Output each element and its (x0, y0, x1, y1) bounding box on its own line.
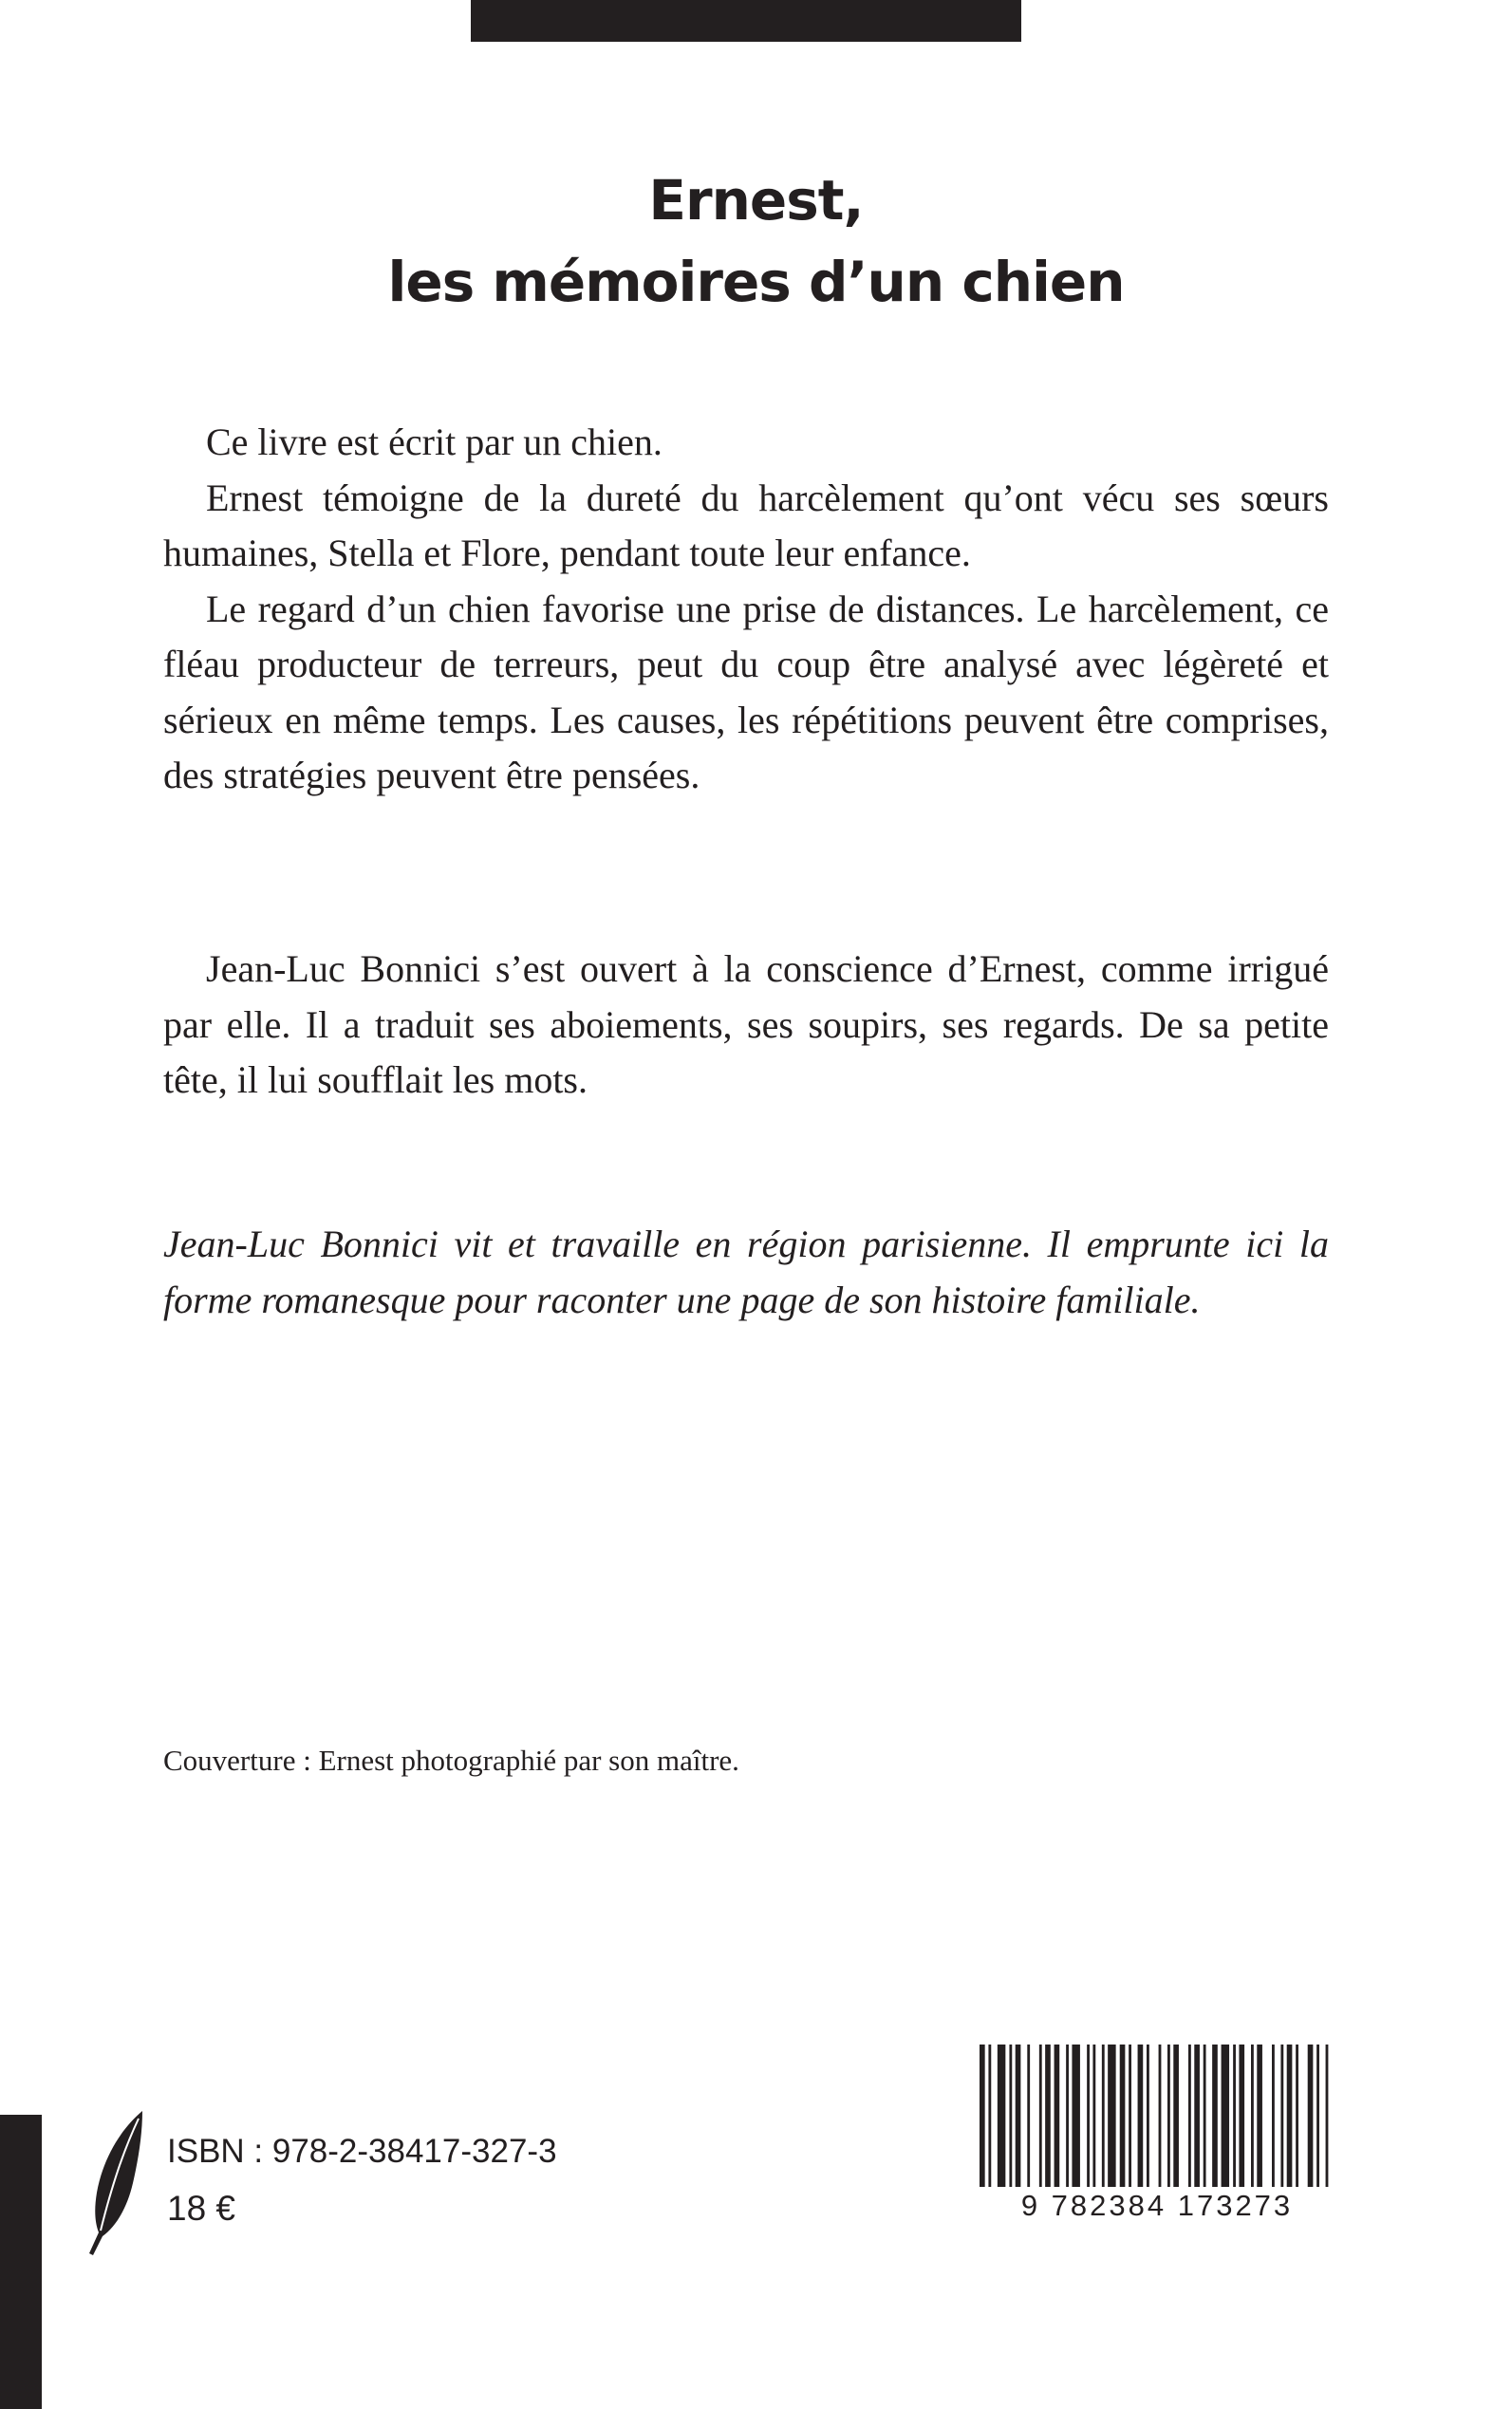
barcode-bar (1087, 2045, 1090, 2187)
barcode-bar (980, 2045, 985, 2187)
barcode-bar (1066, 2045, 1069, 2187)
barcode-bar (1296, 2045, 1298, 2187)
barcode-bar (1072, 2045, 1079, 2187)
title-line-1: Ernest, (648, 168, 864, 233)
barcode-bar (1120, 2045, 1126, 2187)
barcode-bar (1308, 2045, 1314, 2187)
barcode-bar (1009, 2045, 1012, 2187)
barcode-bar (1239, 2045, 1244, 2187)
barcode-bar (1092, 2045, 1095, 2187)
barcode-number: 9 782384 173273 (980, 2187, 1335, 2225)
barcode-bar (1108, 2045, 1115, 2187)
summary-paragraph: Ce livre est écrit par un chien. (206, 420, 663, 463)
barcode-bar (1272, 2045, 1275, 2187)
barcode-bar (1251, 2045, 1254, 2187)
feather-icon (84, 2105, 152, 2257)
book-title (0, 159, 1512, 323)
barcode-bar (1233, 2045, 1236, 2187)
barcode-bar (1188, 2045, 1191, 2187)
barcode-bar (1173, 2045, 1179, 2187)
author-bio-paragraph: Jean-Luc Bonnici vit et travaille en région parisienne. Il emprunte ici la forme romanesque pour raconter une page de son histoire familiale. (163, 1223, 1329, 1321)
title-line-2: les mémoires d’un chien (387, 250, 1125, 314)
barcode-bar (1222, 2045, 1229, 2187)
barcode-bar (1204, 2045, 1206, 2187)
barcode-bar (1280, 2045, 1283, 2187)
barcode-bar (1138, 2045, 1144, 2187)
barcode-bar (1055, 2045, 1060, 2187)
barcode-bar (1194, 2045, 1200, 2187)
isbn: ISBN : 978-2-38417-327-3 (167, 2133, 557, 2170)
cover-caption: Couverture : Ernest photographié par son maître. (163, 1744, 739, 1777)
barcode-bar (1167, 2045, 1170, 2187)
translation-text (163, 942, 1329, 1109)
barcode-bar (1045, 2045, 1051, 2187)
summary-paragraph: Le regard d’un chien favorise une prise de distances. Le harcèlement, ce fléau producteur de terreurs, peut du coup être analysé avec légèreté et sérieux en même temps. Les causes, les répétitions peuvent être comprises, des stratégies peuvent être pensées. (163, 587, 1329, 796)
barcode-bar (1039, 2045, 1042, 2187)
summary-paragraph: Ernest témoigne de la dureté du harcèlement qu’ont vécu ses sœurs humaines, Stella et Flore, pendant toute leur enfance. (163, 476, 1329, 574)
barcode-bar (1212, 2045, 1218, 2187)
barcode-bar (1287, 2045, 1293, 2187)
barcode-bar (1027, 2045, 1030, 2187)
barcode-bar (1316, 2045, 1319, 2187)
barcode-bar (1147, 2045, 1149, 2187)
summary-text (163, 415, 1329, 804)
barcode-bar (1326, 2045, 1329, 2187)
barcode-bar (1102, 2045, 1105, 2187)
barcode-bar (1257, 2045, 1262, 2187)
barcode-bar (1159, 2045, 1162, 2187)
translation-paragraph: Jean-Luc Bonnici s’est ouvert à la conscience d’Ernest, comme irrigué par elle. Il a traduit ses aboiements, ses soupirs, ses regards. De sa petite tête, il lui soufflait les mots. (163, 947, 1329, 1101)
barcode-bar (1129, 2045, 1131, 2187)
price: 18 € (167, 2189, 236, 2228)
barcode-bar (1016, 2045, 1021, 2187)
author-bio (163, 1217, 1329, 1328)
barcode (980, 2045, 1335, 2259)
top-bar (471, 0, 1021, 42)
barcode-bar (988, 2045, 991, 2187)
barcode-bar (998, 2045, 1005, 2187)
left-bar (0, 2115, 42, 2409)
